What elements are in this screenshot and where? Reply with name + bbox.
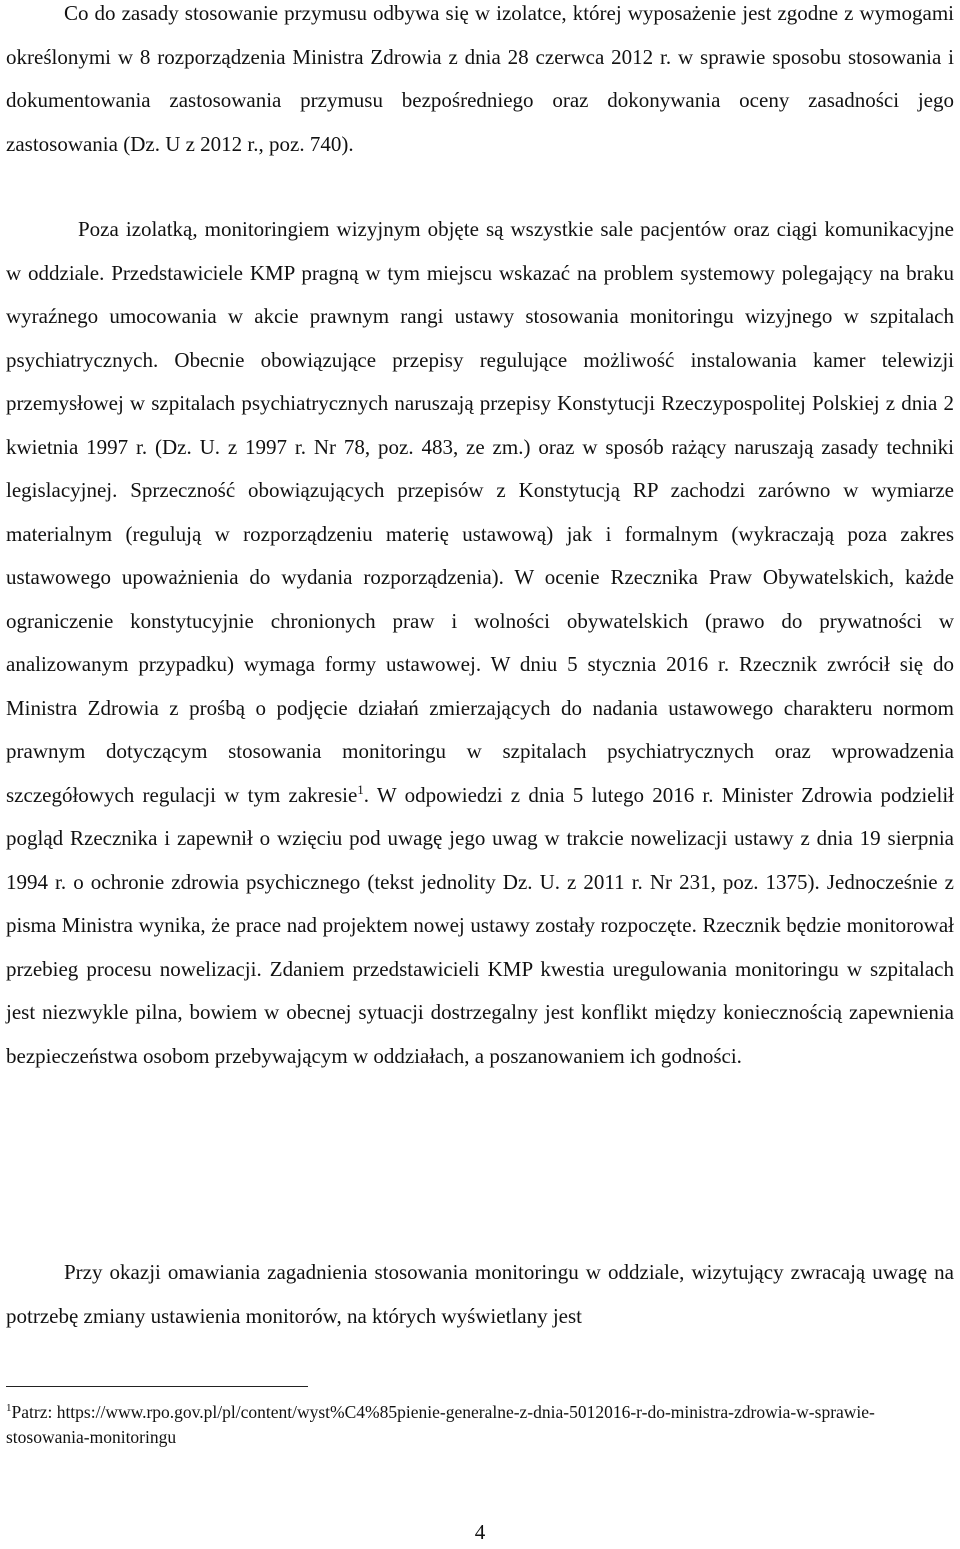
body-paragraph [6, 208, 954, 1078]
footnote-reference[interactable]: 1 [357, 781, 364, 797]
footnote-separator [6, 1386, 308, 1387]
body-paragraph: Co do zasady stosowanie przymusu odbywa się w izolatce, której wyposażenie jest zgodne z wymogami określonymi w 8 rozporządzenia Ministra Zdrowia z dnia 28 czerwca 2012 r. w sprawie sposobu stosowania i dokumentowania zastosowania przymusu bezpośredniego oraz dokonywania oceny zasadności jego zastosowania (Dz. U z 2012 r., poz. 740). [6, 1, 954, 156]
page-number: 4 [474, 1520, 486, 1544]
footnote-number: 1 [6, 1402, 12, 1415]
body-paragraph: Przy okazji omawiania zagadnienia stosowania monitoringu w oddziale, wizytujący zwracają uwagę na potrzebę zmiany ustawienia monitorów, na których wyświetlany jest [6, 1260, 954, 1328]
paragraph-text: Poza izolatką, monitoringiem wizyjnym objęte są wszystkie sale pacjentów oraz ciągi komunikacyjne w oddziale. Przedstawiciele KMP pragną w tym miejscu wskazać na problem systemowy polegający na braku wyraźnego umocowania w akcie prawnym rangi ustawy stosowania monitoringu wizyjnego w szpitalach psychiatrycznych. Obecnie obowiązujące przepisy regulujące możliwość instalowania kamer telewizji przemysłowej w szpitalach psychiatrycznych naruszają przepisy Konstytucji Rzeczypospolitej Polskiej z dnia 2 kwietnia 1997 r. (Dz. U. z 1997 r. Nr 78, poz. 483, ze zm.) oraz w sposób rażący naruszają zasady techniki legislacyjnej. Sprzeczność obowiązujących przepisów z Konstytucją RP zachodzi zarówno w wymiarze materialnym (regulują w rozporządzeniu materię ustawową) jak i formalnym (wykraczają poza zakres ustawowego upoważnienia do wydania rozporządzenia). W ocenie Rzecznika Praw Obywatelskich, każde ograniczenie konstytucyjnie chronionych praw i wolności obywatelskich (prawo do prywatności w analizowanym przypadku) wymaga formy ustawowej. W dniu 5 stycznia 2016 r. Rzecznik zwrócił się do Ministra Zdrowia z prośbą o podjęcie działań zmierzających do nadania ustawowego charakteru normom prawnym dotyczącym stosowania monitoringu w szpitalach psychiatrycznych oraz wprowadzenia szczegółowych regulacji w tym zakresie [6, 217, 954, 807]
footnote [6, 1400, 954, 1450]
footnote-text[interactable]: Patrz: https://www.rpo.gov.pl/pl/content/wyst%C4%85pienie-generalne-z-dnia-5012016-r-do-ministra-zdrowia-w-sprawie-stosowania-monitoringu [6, 1402, 875, 1447]
paragraph-text: . W odpowiedzi z dnia 5 lutego 2016 r. Minister Zdrowia podzielił pogląd Rzecznika i zapewnił o wzięciu pod uwagę jego uwag w trakcie nowelizacji ustawy z dnia 19 sierpnia 1994 r. o ochronie zdrowia psychicznego (tekst jednolity Dz. U. z 2011 r. Nr 231, poz. 1375). Jednocześnie z pisma Ministra wynika, że prace nad projektem nowej ustawy zostały rozpoczęte. Rzecznik będzie monitorował przebieg procesu nowelizacji. Zdaniem przedstawicieli KMP kwestia uregulowania monitoringu w szpitalach jest niezwykle pilna, bowiem w obecnej sytuacji dostrzegalny jest konflikt między koniecznością zapewnienia bezpieczeństwa osobom przebywającym w oddziałach, a poszanowaniem ich godności. [6, 782, 954, 1068]
